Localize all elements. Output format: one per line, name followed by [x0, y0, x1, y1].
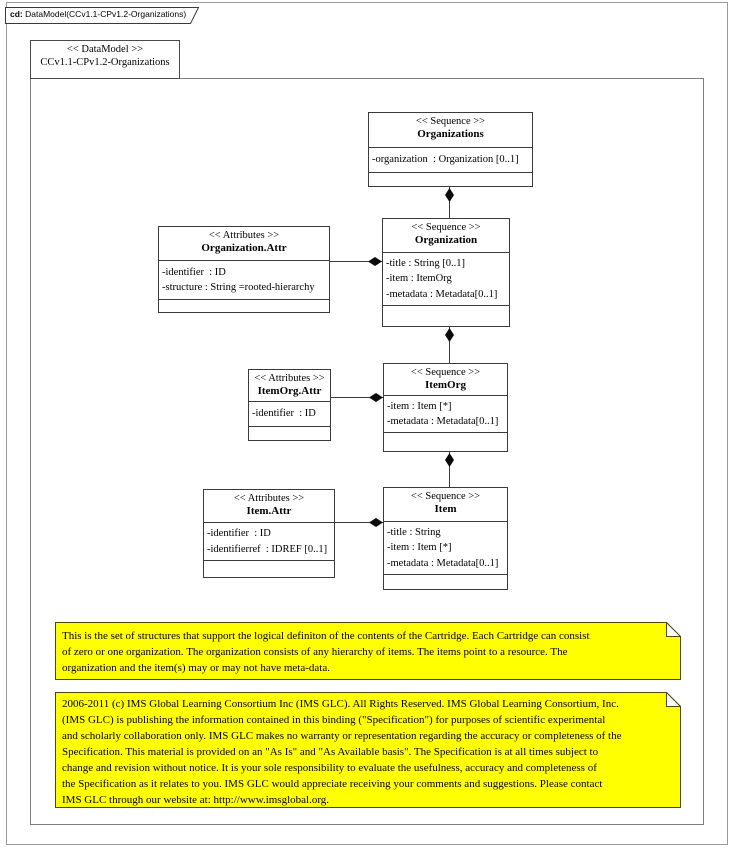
class-organization-attr	[158, 226, 330, 313]
class-organization	[382, 218, 510, 327]
class-name: ItemOrg.Attr	[257, 385, 322, 397]
operations-compartment	[384, 433, 507, 451]
class-attribute: -metadata : Metadata[0..1]	[387, 416, 499, 427]
operations-compartment	[204, 561, 334, 577]
note-line: This is the set of structures that support the logical definiton of the contents of the Cartridge. Each Cartridge can consist	[62, 630, 590, 642]
class-attribute: -title : String	[387, 526, 441, 538]
note-fold-icon	[667, 623, 681, 637]
class-attribute: -item : Item [*]	[387, 542, 452, 554]
note-line: Specification. This material is provided on an "As Is" and "As Available basis". The Specification is at all times subject to	[62, 746, 599, 758]
datamodel-name: CCv1.1-CPv1.2-Organizations	[40, 57, 170, 68]
diagram-title-prefix: cd:	[10, 9, 23, 19]
class-stereotype: << Sequence >>	[410, 367, 481, 378]
class-attribute: -item : ItemOrg	[386, 273, 452, 285]
class-attribute: -title : String [0..1]	[386, 257, 466, 269]
class-attribute: -structure : String =rooted-hierarchy	[162, 282, 315, 293]
note-line: of zero or one organization. The organization consists of any hierarchy of items. The items point to a resource. The	[62, 646, 568, 658]
note-line: change and revision without notice. It is your sole responsibility to evaluate the usefulness, accuracy and completeness of	[62, 762, 597, 774]
class-attribute: -identifierref : IDREF [0..1]	[207, 543, 328, 555]
class-name: Organization.Attr	[201, 242, 287, 254]
operations-compartment	[384, 575, 507, 589]
operations-compartment	[249, 427, 330, 440]
class-stereotype: << Sequence >>	[411, 222, 481, 233]
class-name: ItemOrg	[425, 379, 466, 391]
diagram-title-text: DataModel(CCv1.1-CPv1.2-Organizations)	[22, 9, 187, 19]
note-copyright-text	[55, 692, 667, 808]
class-attribute: -organization : Organization [0..1]	[372, 154, 519, 166]
note-line: 2006-2011 (c) IMS Global Learning Consortium Inc (IMS GLC). All Rights Reserved. IMS Global Learning Consortium, Inc.	[62, 698, 619, 710]
datamodel-stereotype: << DataModel >>	[66, 44, 144, 55]
class-stereotype: << Sequence >>	[415, 116, 486, 127]
class-attribute: -identifier : ID	[252, 408, 316, 420]
note-copyright	[55, 692, 681, 808]
operations-compartment	[159, 300, 329, 312]
note-line: IMS GLC through our website at: http://www.imsglobal.org.	[62, 794, 330, 806]
class-stereotype: << Attributes >>	[254, 373, 325, 384]
note-line: the Specification as it relates to you. IMS GLC would appreciate receiving your comments and suggestions. Please contact	[62, 778, 603, 790]
operations-compartment	[369, 173, 532, 186]
class-attribute: -identifier : ID	[162, 266, 226, 278]
class-attribute: -identifier : ID	[207, 528, 271, 539]
note-description	[55, 622, 681, 680]
class-itemorg-attr	[248, 369, 331, 441]
class-name: Item.Attr	[246, 505, 292, 517]
note-fold-icon	[667, 693, 681, 707]
class-name: Organization	[414, 234, 478, 246]
class-name: Organizations	[417, 128, 484, 140]
class-stereotype: << Attributes >>	[208, 230, 280, 241]
class-item-attr	[203, 489, 335, 578]
note-line: and scholarly collaboration only. IMS GLC makes no warranty or representation regarding the accuracy or completeness of the	[62, 730, 622, 742]
class-attribute: -metadata : Metadata[0..1]	[387, 557, 499, 569]
class-item	[383, 487, 508, 590]
class-itemorg	[383, 363, 508, 452]
class-name: Item	[434, 503, 457, 515]
class-organizations	[368, 112, 533, 187]
note-line: (IMS GLC) is publishing the information contained in this binding ("Specification") for purposes of scientific experimental	[62, 714, 606, 726]
note-description-text	[55, 622, 667, 680]
class-attribute: -item : Item [*]	[387, 400, 452, 412]
datamodel-label-box	[30, 40, 180, 79]
class-attribute: -metadata : Metadata[0..1]	[386, 288, 498, 300]
diagram-title	[10, 9, 200, 22]
note-line: organization and the item(s) may or may not have meta-data.	[62, 662, 330, 674]
operations-compartment	[383, 306, 509, 326]
class-stereotype: << Attributes >>	[233, 493, 305, 504]
class-stereotype: << Sequence >>	[410, 491, 481, 502]
